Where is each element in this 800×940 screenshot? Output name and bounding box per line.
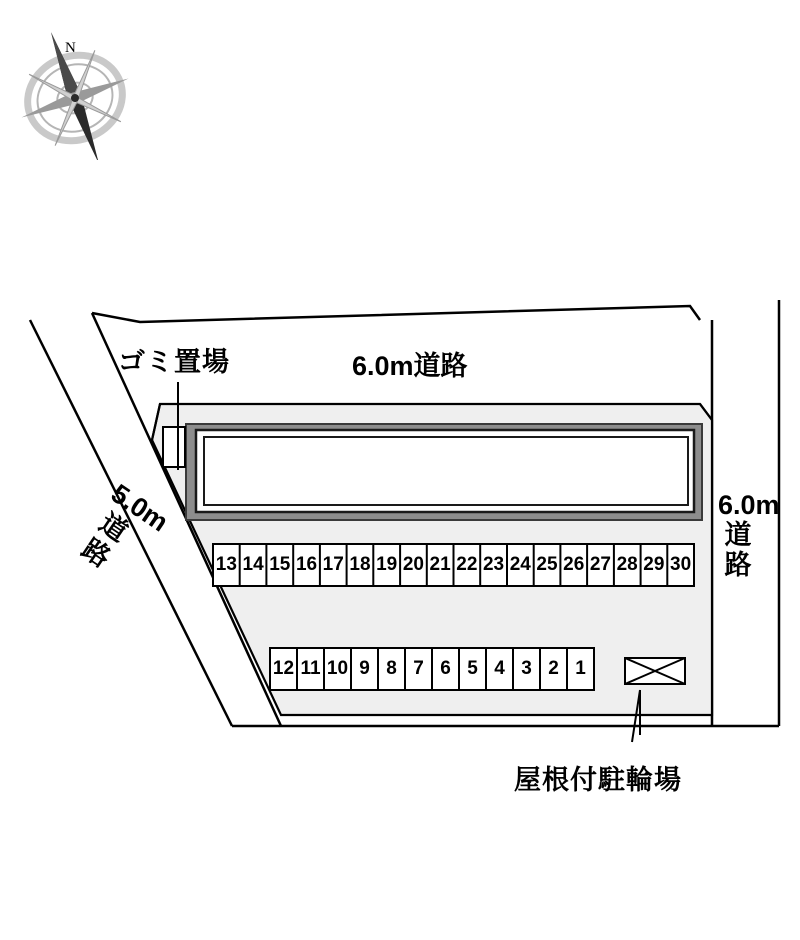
parking-stall-number[interactable]: 11: [300, 658, 321, 679]
parking-stall-number[interactable]: 29: [643, 554, 665, 575]
parking-stall-number[interactable]: 19: [376, 554, 398, 575]
parking-stall-number[interactable]: 18: [349, 554, 371, 575]
road-right-label: 6.0m道路: [718, 490, 780, 581]
parking-stall-number[interactable]: 10: [326, 658, 349, 679]
parking-stall-number[interactable]: 13: [215, 554, 237, 575]
parking-stall-number[interactable]: 23: [482, 554, 505, 575]
parking-stall-number[interactable]: 21: [429, 554, 451, 575]
parking-stall-number[interactable]: 28: [616, 554, 638, 575]
bicycle-parking-label: 屋根付駐輪場: [514, 765, 682, 795]
parking-stall-number[interactable]: 16: [295, 554, 318, 575]
parking-stall-number[interactable]: 12: [272, 658, 295, 679]
road-left-label: 5.0m道路: [76, 478, 174, 573]
parking-stall-number[interactable]: 9: [359, 658, 370, 679]
parking-stall-number[interactable]: 17: [322, 554, 344, 575]
parking-stall-number[interactable]: 8: [386, 658, 397, 679]
parking-stall-number[interactable]: 6: [440, 658, 451, 679]
compass-north-label: N: [65, 40, 76, 56]
parking-stall-number[interactable]: 15: [269, 554, 291, 575]
parking-stall-number[interactable]: 22: [456, 554, 478, 575]
road-top-label: 6.0m道路: [352, 351, 468, 381]
parking-stall-number[interactable]: 20: [402, 554, 424, 575]
parking-stall-number[interactable]: 7: [413, 658, 424, 679]
trash-area-label: ゴミ置場: [118, 347, 230, 377]
parking-stall-number[interactable]: 30: [670, 554, 692, 575]
parking-stall-number[interactable]: 25: [536, 554, 558, 575]
parking-stall-number[interactable]: 27: [589, 554, 611, 575]
parking-stall-number[interactable]: 1: [575, 658, 586, 679]
parking-stall-number[interactable]: 3: [521, 658, 532, 679]
parking-stall-number[interactable]: 14: [242, 554, 264, 575]
parking-stall-number[interactable]: 2: [548, 658, 559, 679]
parking-stall-number[interactable]: 26: [563, 554, 585, 575]
parking-stall-number[interactable]: 24: [509, 554, 531, 575]
parking-stall-number[interactable]: 4: [494, 658, 505, 679]
parking-stall-number[interactable]: 5: [467, 658, 478, 679]
